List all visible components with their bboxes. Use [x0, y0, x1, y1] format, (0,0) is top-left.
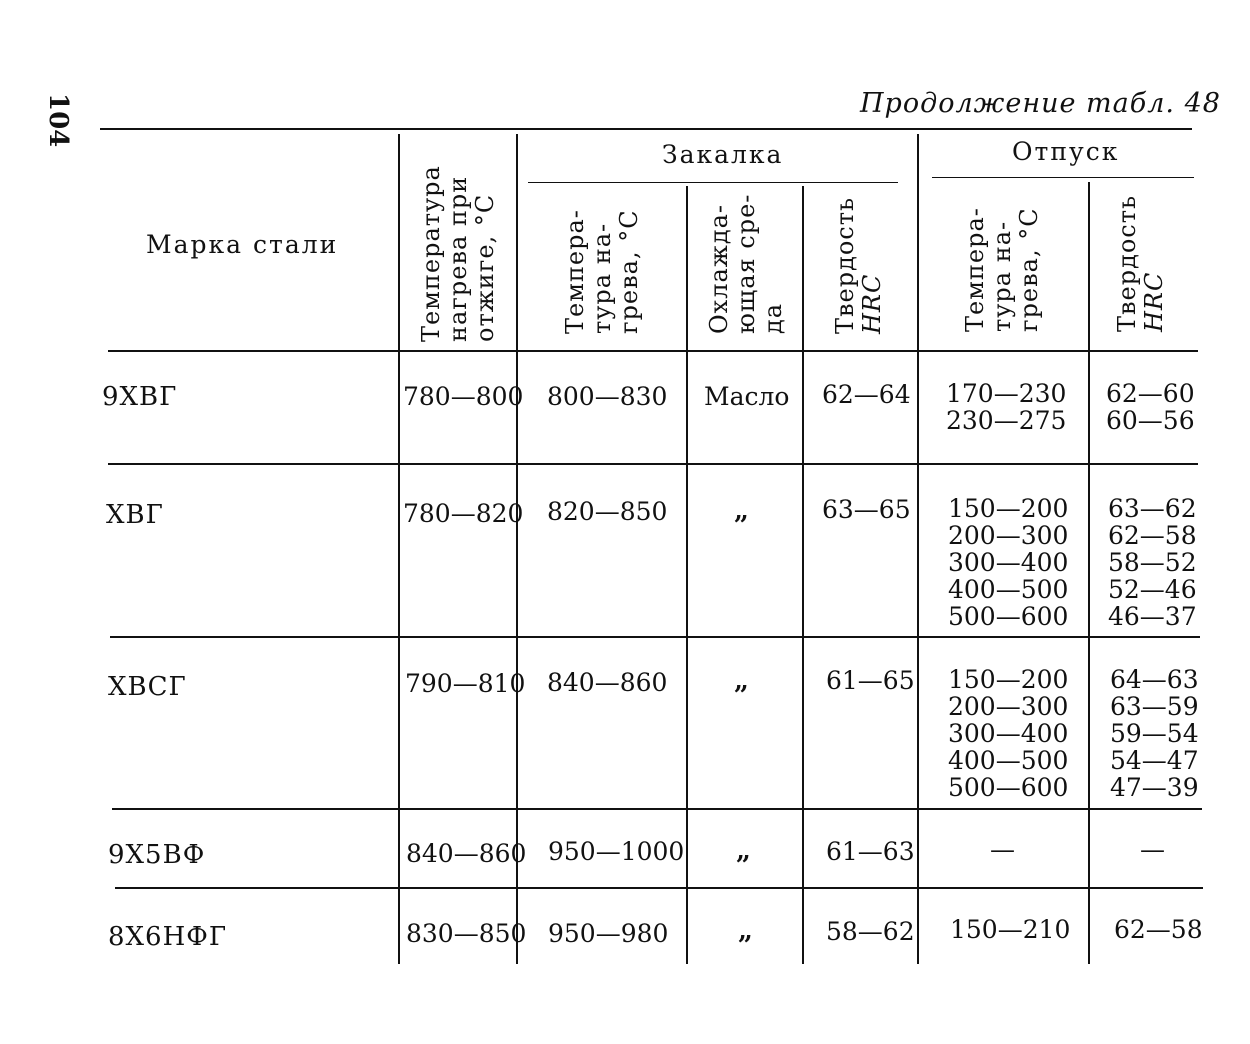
rule-top — [100, 128, 1192, 130]
row-1-hrc: 62—64 — [822, 380, 911, 409]
row-4-quench-temp: 950—1000 — [548, 837, 685, 866]
row-4-anneal: 840—860 — [406, 839, 527, 868]
row-1-medium: Масло — [704, 382, 790, 411]
row-2-temper-hrc: 63—62 62—58 58—52 52—46 46—37 — [1108, 494, 1197, 631]
row-5-quench-temp: 950—980 — [548, 919, 669, 948]
row-1-quench-temp: 800—830 — [547, 382, 668, 411]
rule-temper-group — [932, 177, 1194, 178]
header-quench-medium: Охлажда- ющая сре- да — [705, 193, 787, 334]
row-3-anneal: 790—810 — [405, 669, 526, 698]
row-2-quench-temp: 820—850 — [547, 497, 668, 526]
rule-col-temper — [917, 134, 919, 964]
row-4-medium: „ — [736, 836, 751, 866]
rule-col-anneal — [398, 134, 400, 964]
header-temper-hardness: Твердость HRC — [1113, 194, 1168, 332]
header-grade: Марка стали — [146, 230, 339, 259]
rule-header-bottom — [108, 350, 1198, 352]
row-2-medium: „ — [734, 496, 749, 526]
header-quench-hardness: Твердость HRC — [831, 196, 886, 334]
row-5-medium: „ — [738, 916, 753, 946]
row-2-temper-temps: 150—200 200—300 300—400 400—500 500—600 — [948, 494, 1069, 631]
row-4-temper-hrc: — — [1140, 835, 1165, 864]
row-4-temper-temps: — — [990, 835, 1015, 864]
row-3-grade: ХВСГ — [108, 672, 187, 702]
header-anneal-temp: Температура нагрева при отжиге, °С — [417, 165, 499, 342]
header-temper-group: Отпуск — [1012, 137, 1120, 166]
row-4-grade: 9Х5ВФ — [108, 840, 206, 870]
row-1-anneal: 780—800 — [403, 382, 524, 411]
rule-col-hrc — [802, 186, 804, 964]
row-3-temper-temps: 150—200 200—300 300—400 400—500 500—600 — [948, 665, 1069, 802]
row-3-hrc: 61—65 — [826, 666, 915, 695]
row-5-temper-hrc: 62—58 — [1114, 915, 1203, 944]
rule-col-medium — [686, 186, 688, 964]
row-1-temper-temps: 170—230 230—275 — [946, 379, 1067, 435]
row-5-grade: 8Х6НФГ — [108, 922, 228, 952]
header-quench-temp: Темпера- тура на- грева, °С — [561, 209, 643, 334]
row-3-medium: „ — [734, 666, 749, 696]
rule-row-2 — [110, 636, 1200, 638]
rule-quench-group — [528, 182, 898, 183]
page-number: 104 — [43, 93, 73, 148]
rule-row-1 — [108, 463, 1198, 465]
rule-row-4 — [115, 887, 1203, 889]
header-temper-temp: Темпера- тура на- грева, °С — [961, 207, 1043, 332]
row-1-grade: 9ХВГ — [102, 382, 178, 412]
row-2-hrc: 63—65 — [822, 495, 911, 524]
row-5-hrc: 58—62 — [826, 917, 915, 946]
table-caption: Продолжение табл. 48 — [860, 88, 1221, 119]
row-4-hrc: 61—63 — [826, 837, 915, 866]
row-3-quench-temp: 840—860 — [547, 668, 668, 697]
rule-col-temper-hrc — [1088, 182, 1090, 964]
row-3-temper-hrc: 64—63 63—59 59—54 54—47 47—39 — [1110, 665, 1199, 802]
rule-row-3 — [112, 808, 1202, 810]
header-quench-group: Закалка — [662, 140, 784, 169]
row-2-grade: ХВГ — [106, 500, 164, 530]
row-2-anneal: 780—820 — [403, 499, 524, 528]
row-5-temper-temps: 150—210 — [950, 915, 1071, 944]
row-1-temper-hrc: 62—60 60—56 — [1106, 379, 1195, 435]
row-5-anneal: 830—850 — [406, 919, 527, 948]
